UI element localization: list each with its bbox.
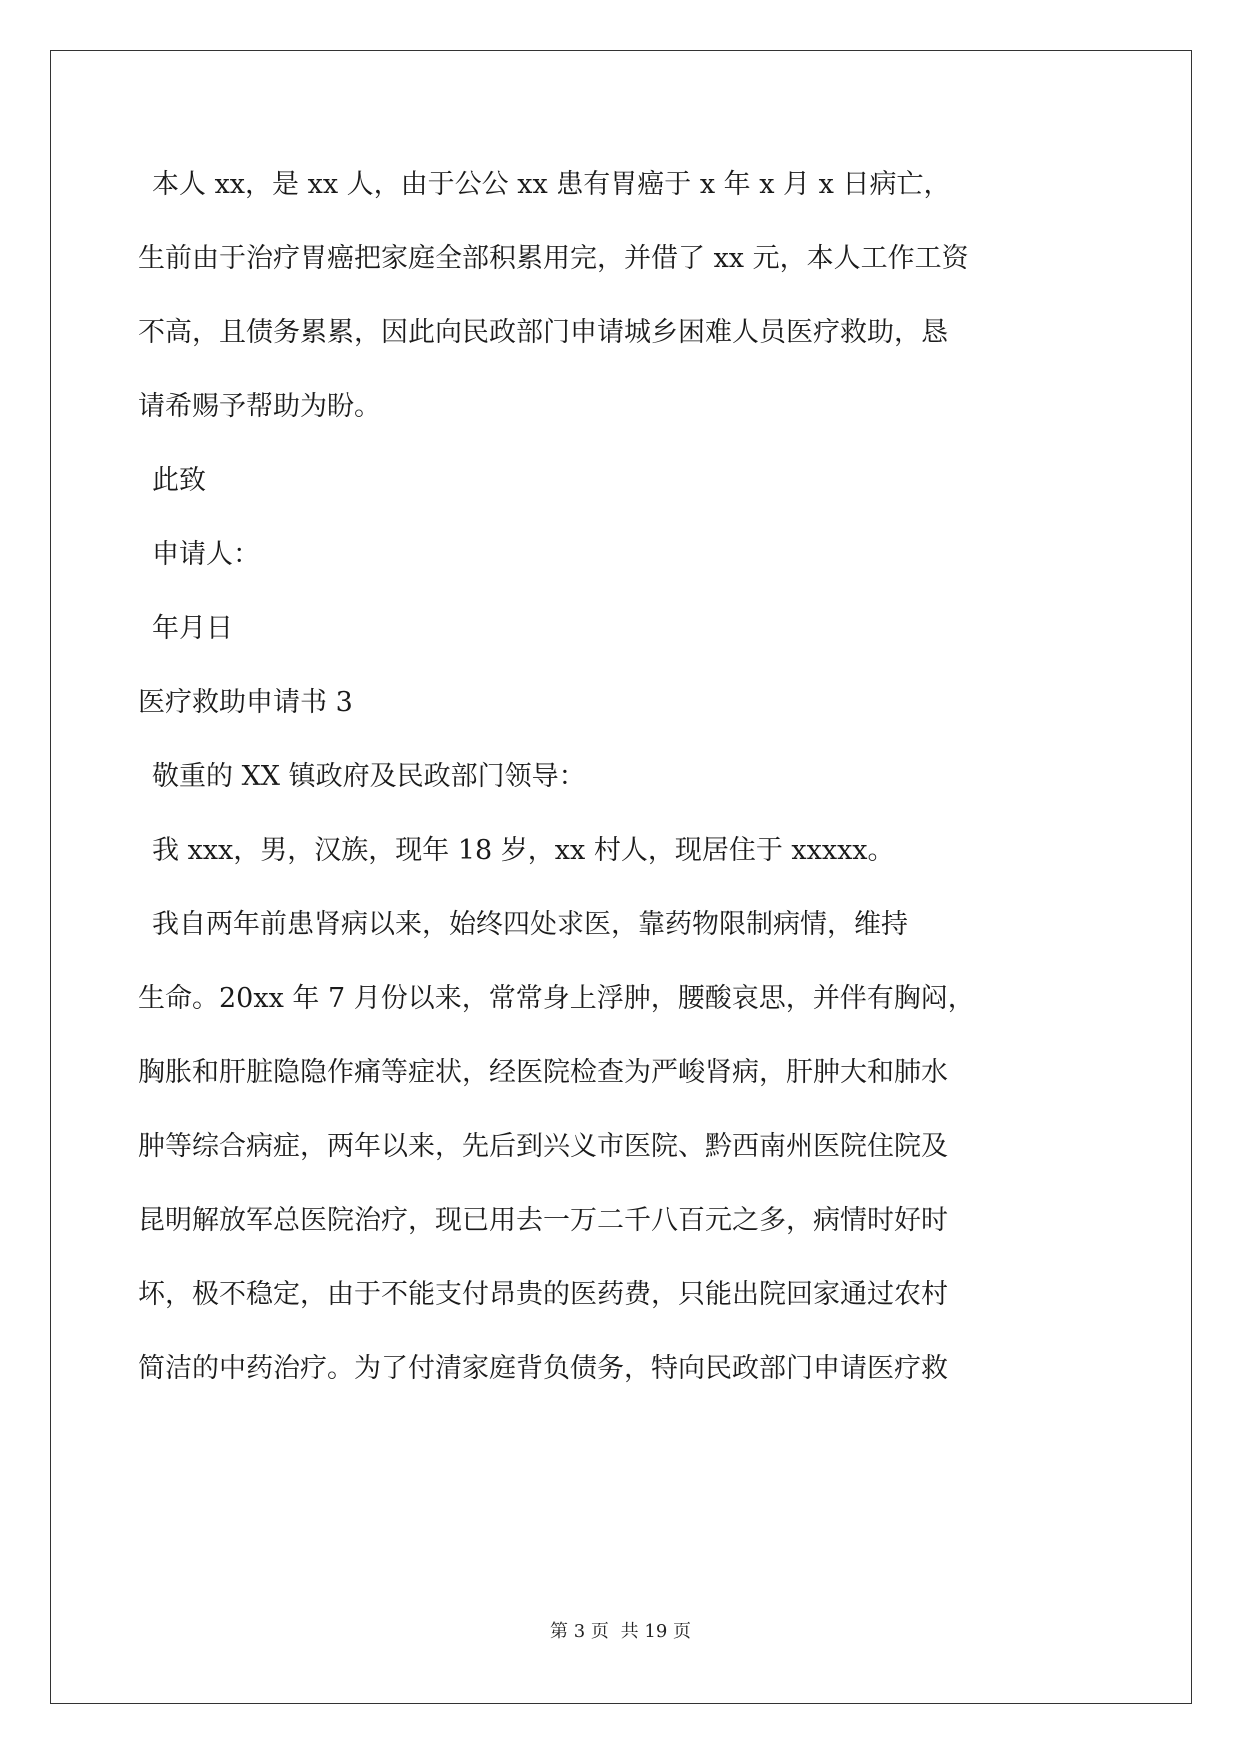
applicant-label: 申请人： — [152, 539, 260, 570]
text-line: 我 xxx，男，汉族，现年 18 岁，xx 村人，现居住于 xxxxx。 — [152, 835, 895, 866]
text-line: 坏，极不稳定，由于不能支付昂贵的医药费，只能出院回家通过农村 — [138, 1279, 948, 1310]
closing-phrase: 此致 — [152, 465, 206, 496]
date-label: 年月日 — [152, 613, 233, 644]
text-line: 生命。20xx 年 7 月份以来，常常身上浮肿，腰酸哀思，并伴有胸闷， — [138, 983, 975, 1014]
page-number: 第 3 页 — [550, 1621, 609, 1642]
salutation: 敬重的 XX 镇政府及民政部门领导： — [152, 761, 586, 792]
text-line: 我自两年前患肾病以来，始终四处求医，靠药物限制病情，维持 — [152, 909, 908, 940]
text-line: 本人 xx，是 xx 人，由于公公 xx 患有胃癌于 x 年 x 月 x 日病亡， — [152, 169, 951, 200]
text-line: 不高，且债务累累，因此向民政部门申请城乡困难人员医疗救助，恳 — [138, 317, 948, 348]
text-line: 生前由于治疗胃癌把家庭全部积累用完，并借了 xx 元，本人工作工资 — [138, 243, 969, 274]
page-footer — [0, 1620, 1241, 1644]
text-line: 肿等综合病症，两年以来，先后到兴义市医院、黔西南州医院住院及 — [138, 1131, 948, 1162]
text-line: 昆明解放军总医院治疗，现已用去一万二千八百元之多，病情时好时 — [138, 1205, 948, 1236]
text-line: 请希赐予帮助为盼。 — [138, 391, 381, 422]
text-line: 胸胀和肝脏隐隐作痛等症状，经医院检查为严峻肾病，肝肿大和肺水 — [138, 1057, 948, 1088]
page-total: 共 19 页 — [620, 1621, 691, 1642]
text-line: 简洁的中药治疗。为了付清家庭背负债务，特向民政部门申请医疗救 — [138, 1353, 948, 1384]
page-border — [50, 50, 1192, 1704]
section-title: 医疗救助申请书 3 — [138, 687, 353, 718]
